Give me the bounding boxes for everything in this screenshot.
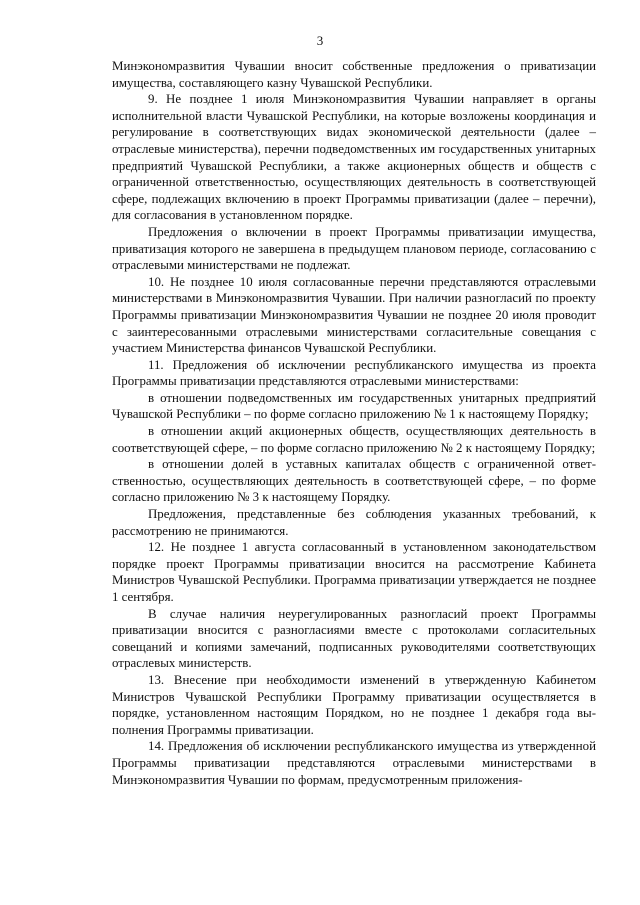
paragraph-item-10: 10. Не позднее 10 июля согласованные перечни представляются отраслевыми министерствами в Минэкономразвития Чувашии. При наличии разногласий по проекту Программы приватизации Минэкономразвития Чувашии не позднее 20 июля проводит с заинтересованными отраслевыми министерствами согласительные совещания с участием Министерства финансов Чувашской Республики.: [112, 274, 596, 356]
paragraph-item-9-note: Предложения о включении в проект Программы приватизации имущества, приватизация которого не завершена в предыдущем плановом периоде, согласованию с отраслевыми министерствами не подлежат.: [112, 224, 596, 273]
paragraph-item-14: 14. Предложения об исключении республиканского имущества из утвержденной Программы приватизации представляются отраслевыми министерствами в Минэкономразвития Чувашии по формам, предусмотренным приложения-: [112, 739, 596, 787]
paragraph-item-11-unitary: в отношении подведомственных им государственных унитарных предприятий Чувашской Республики – по форме согласно приложению № 1 к настоящему Порядку;: [112, 390, 596, 422]
paragraph-item-11-stakes: в отношении долей в уставных капиталах обществ с ограниченной ответственностью, осуществляющих деятельность в соответствующей сфере, – по форме согласно приложению № 3 к настоящему Порядку.: [112, 457, 596, 505]
paragraph-item-11-note: Предложения, представленные без соблюдения указанных требований, к рассмотрению не принимаются.: [112, 507, 596, 538]
paragraph-item-12-note: В случае наличия неурегулированных разногласий проект Программы приватизации вносится с разногласиями вместе с протоколами согласительных совещаний и копиями замечаний, подписанных руководителями соответствующих отраслевых министерств.: [112, 606, 596, 671]
paragraph-item-12: 12. Не позднее 1 августа согласованный в установленном законодательством порядке проект Программы приватизации вносится на рассмотрение Кабинета Министров Чувашской Республики. Программа приватизации утверждается не позднее 1 сентября.: [112, 540, 596, 604]
paragraph-item-9: 9. Не позднее 1 июля Минэкономразвития Чувашии направляет в органы исполнительной власти Чувашской Республики, на которые возложены координация и регулирование в соответствующих видах экономической деятельности (далее – отраслевые министерства), перечни подведомственных им государственных унитарных предприятий Чувашской Республики, а также акционерных обществ и обществ с ограниченной ответственностью, осуществляющих деятельность в соответствующей сфере, подлежащих включению в проект Программы приватизации (далее – перечни), для согласования в установленном порядке.: [112, 92, 596, 223]
document-body: [112, 58, 596, 788]
paragraph-item-13: 13. Внесение при необходимости изменений в утвержденную Кабинетом Министров Чувашской Республики Программу приватизации осуществляется в порядке, установленном настоящим Порядком, но не позднее 1 декабря года выполнения Программы приватизации.: [112, 672, 596, 737]
paragraph-item-11: 11. Предложения об исключении республиканского имущества из проекта Программы приватизации представляются отраслевыми министерствами:: [112, 357, 596, 389]
page-number: 3: [316, 33, 324, 48]
paragraph-item-11-shares: в отношении акций акционерных обществ, осуществляющих деятельность в соответствующей сфере, – по форме согласно приложению № 2 к настоящему Порядку;: [112, 424, 596, 455]
paragraph-continuation: Минэкономразвития Чувашии вносит собственные предложения о приватизации имущества, составляющего казну Чувашской Республики.: [112, 59, 596, 90]
